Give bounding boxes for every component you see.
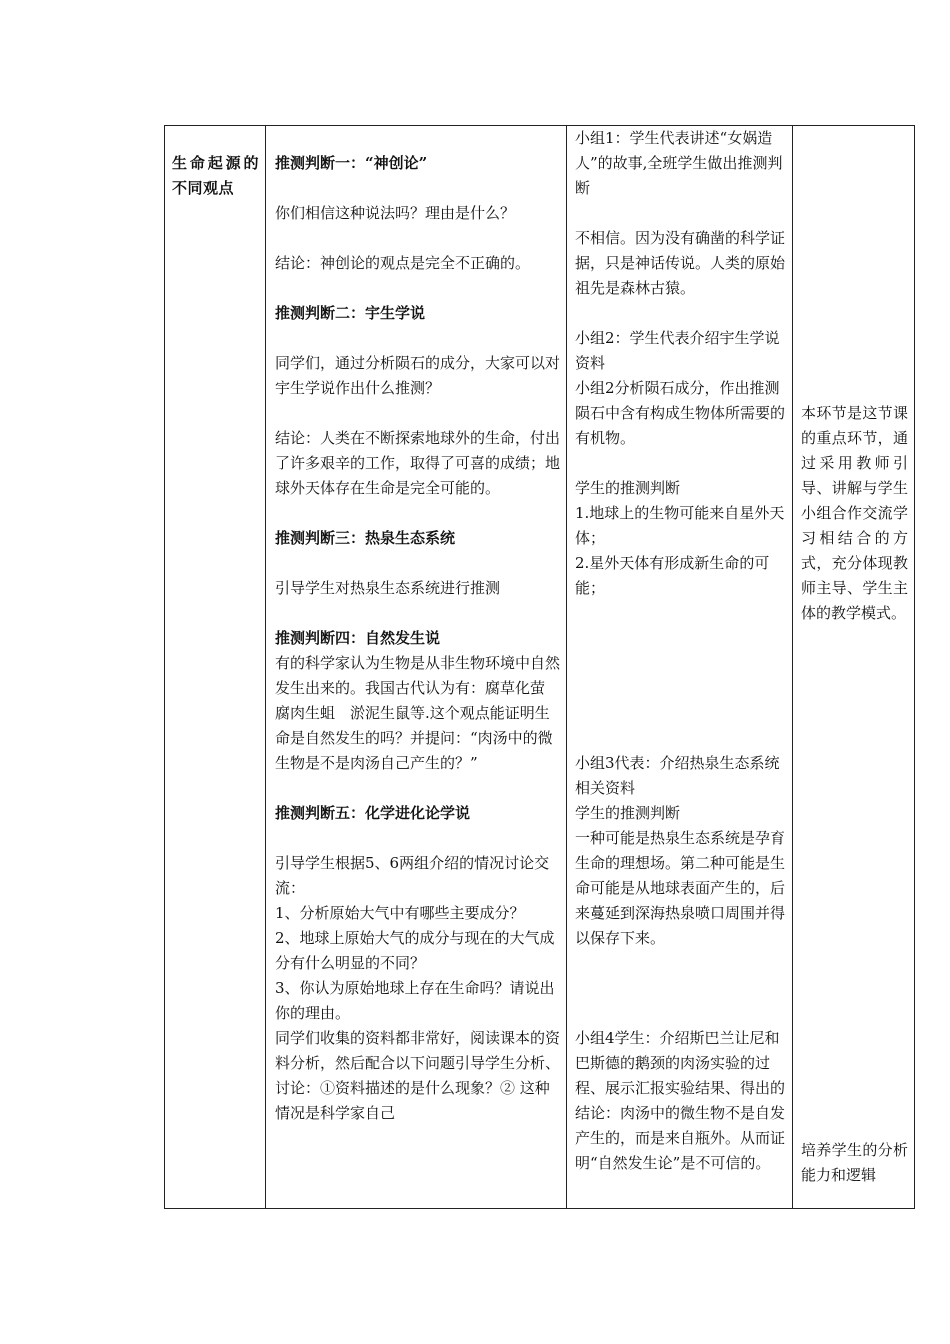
design-intent-cell xyxy=(793,126,915,1209)
topic-title: 生命起源的不同观点 xyxy=(172,154,259,197)
teacher-activity-text xyxy=(266,126,566,1126)
spacer xyxy=(275,276,560,301)
text-line: 小组2分析陨石成分，作出推测陨石中含有构成生物体所需要的有机物。 xyxy=(575,379,786,447)
text-line: 2、地球上原始大气的成分与现在的大气成分有什么明显的不同？ xyxy=(275,929,555,972)
spacer xyxy=(575,301,786,326)
spacer xyxy=(575,651,786,676)
spacer xyxy=(575,976,786,1001)
text-line: 引导学生根据5、6两组介绍的情况讨论交流： xyxy=(275,854,550,897)
text-line: 推测判断三：热泉生态系统 xyxy=(275,529,456,547)
text-line: 一种可能是热泉生态系统是孕育生命的理想场。第二种可能是生命可能是从地球表面产生的，后来蔓延到深海热泉喷口周围并得以保存下来。 xyxy=(575,829,786,947)
text-line: 小组4学生：介绍斯巴兰让尼和巴斯德的鹅颈的肉汤实验的过程、展示汇报实验结果、得出的结论：肉汤中的微生物不是自发产生的，而是来自瓶外。从而证明“自然发生论”是不可信的。 xyxy=(575,1029,786,1172)
text-line: 推测判断一：“神创论” xyxy=(275,154,428,172)
student-activity-text xyxy=(567,126,792,1176)
text-line: 小组2：学生代表介绍宇生学说资料 xyxy=(575,329,780,372)
text-line: 2.星外天体有形成新生命的可能； xyxy=(575,554,770,597)
text-line: 结论：人类在不断探索地球外的生命，付出了许多艰辛的工作，取得了可喜的成绩；地球外天体存在生命是完全可能的。 xyxy=(275,429,561,497)
spacer xyxy=(575,951,786,976)
spacer xyxy=(575,726,786,751)
topic-cell xyxy=(165,126,266,1209)
spacer xyxy=(275,401,560,426)
spacer xyxy=(275,776,560,801)
text-line: 结论：神创论的观点是完全不正确的。 xyxy=(275,254,531,272)
text-line: 学生的推测判断 xyxy=(575,479,681,497)
spacer xyxy=(275,601,560,626)
spacer xyxy=(575,676,786,701)
spacer xyxy=(275,551,560,576)
text-line: 有的科学家认为生物是从非生物环境中自然发生出来的。我国古代认为有：腐草化萤 腐肉生蛆 淤泥生鼠等.这个观点能证明生命是自然发生的吗？并提问：“肉汤中的微生物是不是肉汤自己产生的？” xyxy=(275,654,561,772)
text-line: 学生的推测判断 xyxy=(575,804,681,822)
spacer xyxy=(275,501,560,526)
spacer xyxy=(575,451,786,476)
text-line: 不相信。因为没有确凿的科学证据，只是神话传说。人类的原始祖先是森林古猿。 xyxy=(575,229,786,297)
spacer xyxy=(575,601,786,626)
spacer xyxy=(575,701,786,726)
design-intent-top: 本环节是这节课的重点环节，通过采用教师引导、讲解与学生小组合作交流学习相结合的方式，充分体现教师主导、学生主体的教学模式。 xyxy=(801,404,908,622)
table-row xyxy=(165,126,915,1209)
text-line: 推测判断五：化学进化论学说 xyxy=(275,804,471,822)
lesson-plan-table xyxy=(164,125,915,1209)
text-line: 1.地球上的生物可能来自星外天体； xyxy=(575,504,785,547)
spacer xyxy=(275,176,560,201)
text-line: 推测判断二：宇生学说 xyxy=(275,304,426,322)
spacer xyxy=(275,826,560,851)
text-line: 小组1：学生代表讲述“女娲造人”的故事,全班学生做出推测判断 xyxy=(575,129,783,197)
text-line: 引导学生对热泉生态系统进行推测 xyxy=(275,579,501,597)
teacher-activity-cell xyxy=(266,126,567,1209)
spacer xyxy=(575,626,786,651)
text-line: 同学们收集的资料都非常好，阅读课本的资料分析，然后配合以下问题引导学生分析、讨论：①资料描述的是什么现象？② 这种情况是科学家自己 xyxy=(275,1029,561,1122)
text-line: 3、你认为原始地球上存在生命吗？请说出你的理由。 xyxy=(275,979,555,1022)
spacer xyxy=(575,1001,786,1026)
text-line: 同学们，通过分析陨石的成分，大家可以对宇生学说作出什么推测？ xyxy=(275,354,561,397)
spacer xyxy=(275,226,560,251)
design-intent-bottom: 培养学生的分析能力和逻辑 xyxy=(801,1141,908,1184)
text-line: 你们相信这种说法吗？理由是什么？ xyxy=(275,204,516,222)
text-line: 推测判断四：自然发生说 xyxy=(275,629,441,647)
spacer xyxy=(275,326,560,351)
text-line: 小组3代表：介绍热泉生态系统相关资料 xyxy=(575,754,780,797)
spacer xyxy=(575,201,786,226)
student-activity-cell xyxy=(567,126,793,1209)
design-intent-text xyxy=(793,126,914,1208)
text-line: 1、分析原始大气中有哪些主要成分？ xyxy=(275,904,525,922)
